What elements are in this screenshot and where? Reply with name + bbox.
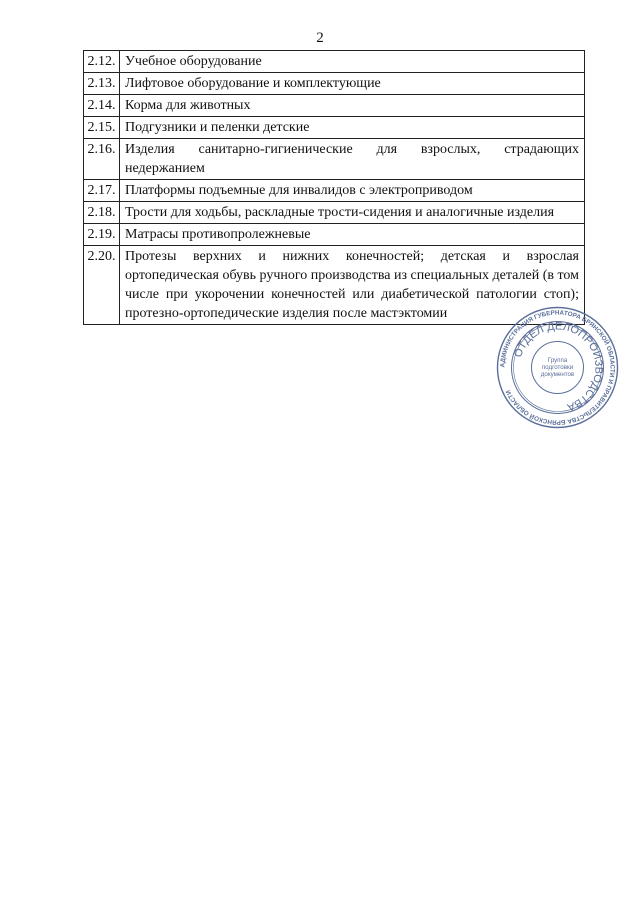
item-text: Лифтовое оборудование и комплектующие	[120, 73, 585, 95]
item-number: 2.16.	[84, 139, 120, 180]
item-text: Трости для ходьбы, раскладные трости-сидения и аналогичные изделия	[120, 202, 585, 224]
item-number: 2.12.	[84, 51, 120, 73]
item-text: Подгузники и пеленки детские	[120, 117, 585, 139]
table-row	[84, 202, 585, 224]
stamp-center-line: Группа	[547, 357, 568, 364]
table-row	[84, 180, 585, 202]
item-number: 2.14.	[84, 95, 120, 117]
item-number: 2.15.	[84, 117, 120, 139]
stamp-center-line: подготовки	[541, 364, 574, 371]
item-number: 2.20.	[84, 246, 120, 325]
stamp-center-line: документов	[540, 371, 575, 378]
item-text: Учебное оборудование	[120, 51, 585, 73]
table-row	[84, 73, 585, 95]
item-text: Платформы подъемные для инвалидов с электроприводом	[120, 180, 585, 202]
table-row	[84, 139, 585, 180]
stamp-center-text	[541, 357, 575, 378]
item-text: Протезы верхних и нижних конечностей; детская и взрослая ортопедическая обувь ручного производства из специальных деталей (в том числе при укорочении конечностей или диабетической патологии стоп); протезно-ортопедические изделия после мастэктомии	[120, 246, 585, 325]
item-text: Матрасы противопролежневые	[120, 224, 585, 246]
item-number: 2.18.	[84, 202, 120, 224]
official-stamp	[495, 305, 620, 430]
stamp-outer-text: АДМИНИСТРАЦИЯ ГУБЕРНАТОРА БРЯНСКОЙ ОБЛАСТИ И ПРАВИТЕЛЬСТВА БРЯНСКОЙ ОБЛАСТИ	[499, 309, 616, 426]
table-row	[84, 224, 585, 246]
item-text: Изделия санитарно-гигиенические для взрослых, страдающих недержанием	[120, 139, 585, 180]
page-number: 2	[316, 30, 324, 46]
item-text: Корма для животных	[120, 95, 585, 117]
table-row	[84, 51, 585, 73]
item-number: 2.17.	[84, 180, 120, 202]
items-table-body	[84, 51, 585, 325]
table-row	[84, 117, 585, 139]
stamp-middle-text: ОТДЕЛ ДЕЛОПРОИЗВОДСТВА	[512, 320, 605, 414]
items-table	[83, 50, 585, 325]
item-number: 2.19.	[84, 224, 120, 246]
table-row	[84, 95, 585, 117]
item-number: 2.13.	[84, 73, 120, 95]
